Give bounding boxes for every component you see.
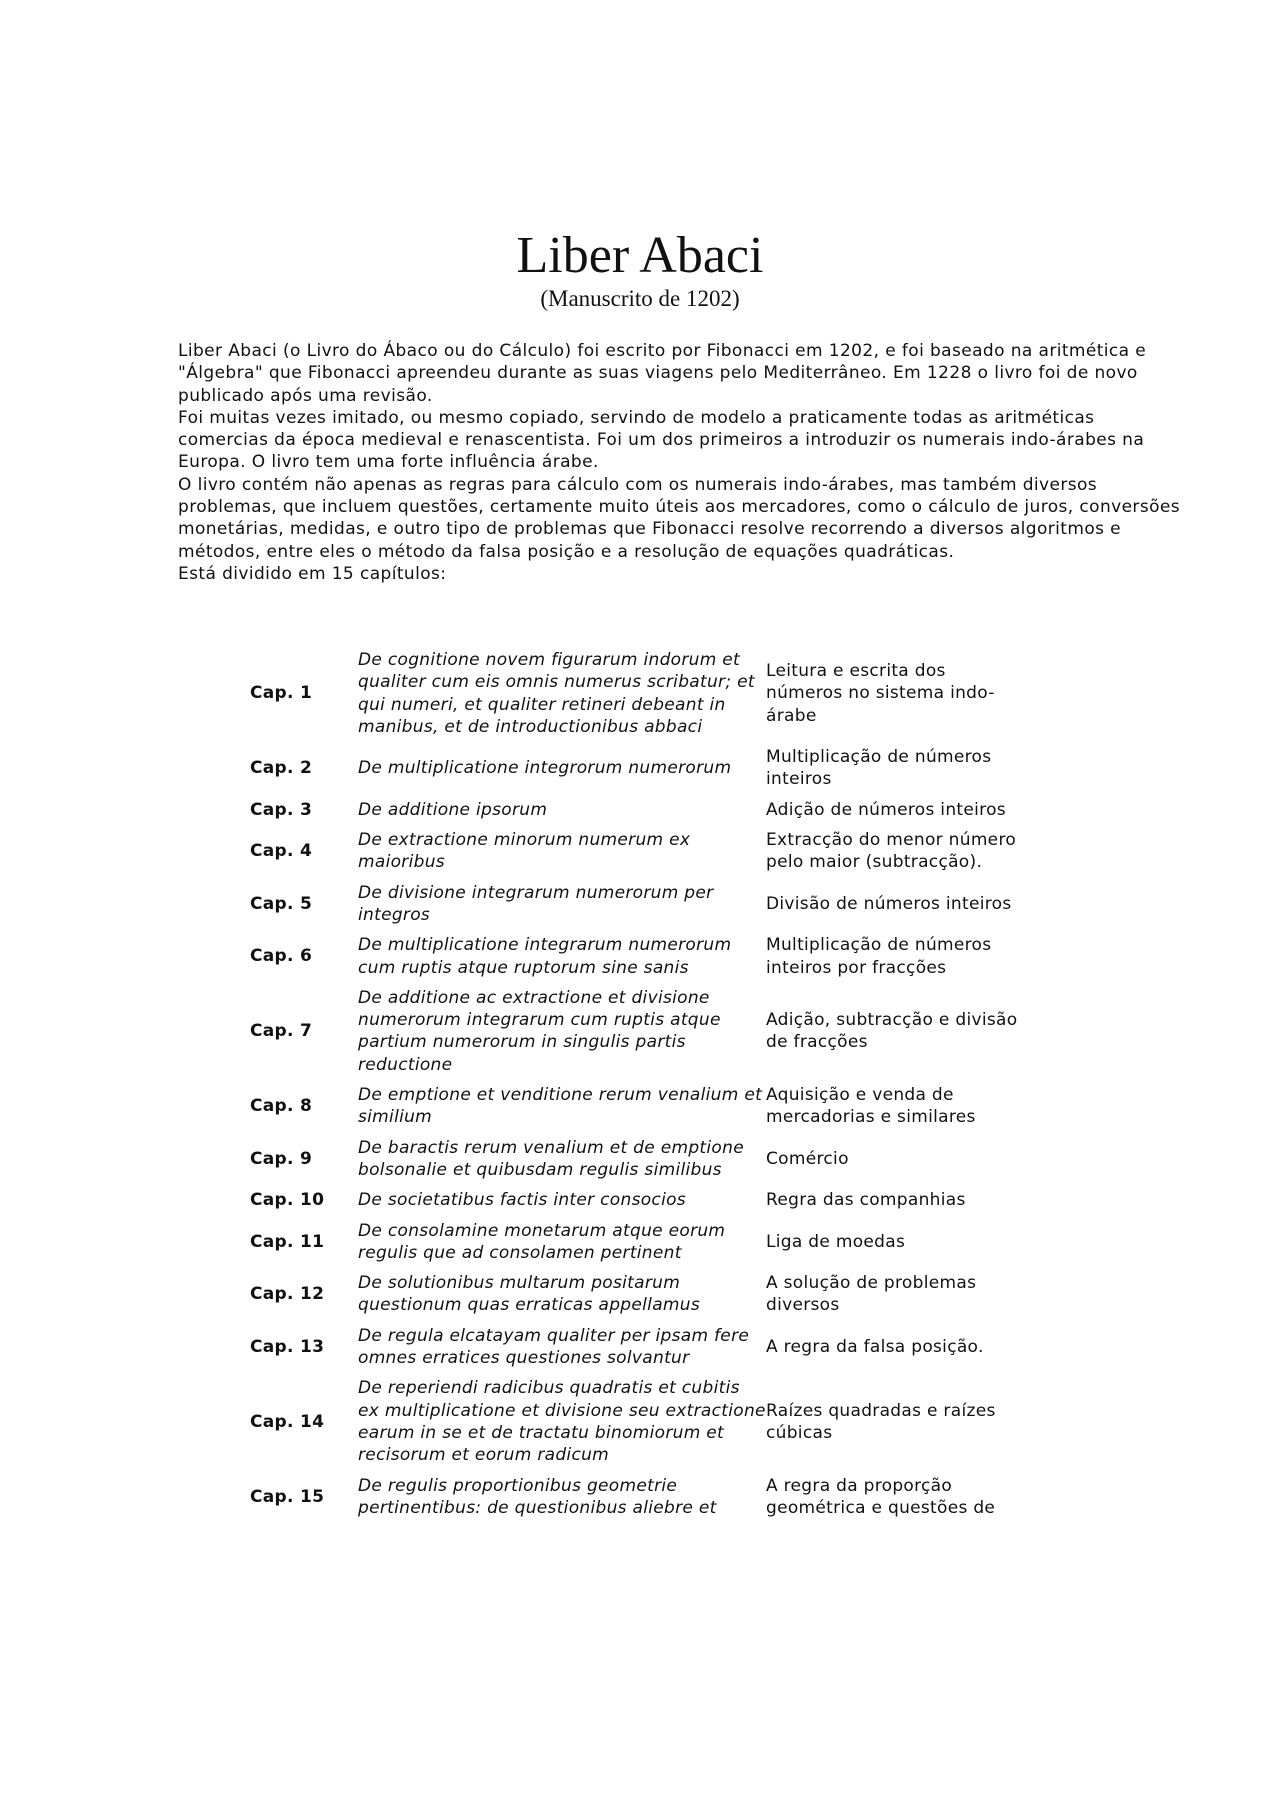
chapter-latin-title: De multiplicatione integrorum numerorum: [358, 758, 732, 779]
chapter-number: Cap. 9: [250, 1148, 313, 1169]
chapter-latin-title: De reperiendi radicibus quadratis et cubitis ex multiplicatione et divisione seu extractione earum in se et de tractatu binomiorum et recisorum et eorum radicum: [358, 1378, 766, 1466]
chapter-number: Cap. 8: [250, 1096, 313, 1117]
chapter-description: Liga de moedas: [766, 1231, 906, 1252]
intro-paragraph: Foi muitas vezes imitado, ou mesmo copiado, servindo de modelo a praticamente todas as aritméticas comercias da época medieval e renascentista. Foi um dos primeiros a introduzir os numerais indo-árabes na Europa. O livro tem uma forte influência árabe.: [178, 407, 1145, 473]
chapter-description: Regra das companhias: [766, 1190, 966, 1211]
chapters-table: [250, 646, 1026, 1524]
chapter-number: Cap. 12: [250, 1284, 325, 1305]
chapter-description: Adição, subtracção e divisão de fracções: [766, 1010, 1018, 1053]
chapter-latin-title: De cognitione novem figurarum indorum et qualiter cum eis omnis numerus scribatur; et qui numeri, et qualiter retineri debeant in manibus, et de introductionibus abbaci: [358, 650, 755, 737]
chapter-latin-title: De consolamine monetarum atque eorum regulis que ad consolamen pertinent: [358, 1220, 726, 1263]
intro-paragraph: Liber Abaci (o Livro do Ábaco ou do Cálculo) foi escrito por Fibonacci em 1202, e foi baseado na aritmética e "Álgebra" que Fibonacci apreendeu durante as suas viagens pelo Mediterrâneo. Em 1228 o livro foi de novo publicado após uma revisão.: [178, 341, 1147, 406]
chapter-latin-title: De multiplicatione integrarum numerorum cum ruptis atque ruptorum sine sanis: [358, 935, 732, 978]
intro-text: [178, 340, 1188, 585]
table-row: [250, 931, 1026, 984]
chapter-number: Cap. 2: [250, 758, 313, 779]
chapter-number: Cap. 5: [250, 893, 313, 914]
intro-paragraph: O livro contém não apenas as regras para cálculo com os numerais indo-árabes, mas também diversos problemas, que incluem questões, certamente muito úteis aos mercadores, como o cálculo de juros, conversões monetárias, medidas, e outro tipo de problemas que Fibonacci resolve recorrendo a diversos algoritmos e métodos, entre eles o método da falsa posição e a resolução de equações quadráticas.: [178, 474, 1180, 562]
chapter-number: Cap. 1: [250, 683, 313, 704]
table-row: [250, 1472, 1026, 1525]
table-row: [250, 1186, 1026, 1216]
chapter-description: Multiplicação de números inteiros por fracções: [766, 935, 992, 978]
chapter-description: A solução de problemas diversos: [766, 1273, 977, 1316]
chapter-latin-title: De societatibus factis inter consocios: [358, 1190, 686, 1211]
chapter-description: Aquisição e venda de mercadorias e similares: [766, 1085, 976, 1128]
chapter-description: Comércio: [766, 1148, 849, 1169]
chapter-number: Cap. 6: [250, 946, 313, 967]
chapter-latin-title: De emptione et venditione rerum venalium et similium: [358, 1085, 763, 1128]
chapter-number: Cap. 14: [250, 1411, 325, 1432]
chapter-number: Cap. 11: [250, 1231, 325, 1252]
chapter-number: Cap. 7: [250, 1021, 313, 1042]
chapter-description: A regra da proporção geométrica e questões de: [766, 1475, 996, 1518]
chapter-latin-title: De solutionibus multarum positarum questionum quas erraticas appellamus: [358, 1273, 701, 1316]
chapter-description: Adição de números inteiros: [766, 799, 1006, 820]
table-row: [250, 1217, 1026, 1270]
table-row: [250, 1134, 1026, 1187]
chapter-number: Cap. 3: [250, 799, 313, 820]
chapter-latin-title: De additione ipsorum: [358, 799, 548, 820]
chapter-description: Divisão de números inteiros: [766, 893, 1012, 914]
table-row: [250, 646, 1026, 743]
chapter-description: Multiplicação de números inteiros: [766, 747, 992, 790]
chapter-latin-title: De regulis proportionibus geometrie pertinentibus: de questionibus aliebre et: [358, 1475, 717, 1518]
chapter-latin-title: De baractis rerum venalium et de emptione bolsonalie et quibusdam regulis similibus: [358, 1137, 744, 1180]
chapter-description: Leitura e escrita dos números no sistema indo-árabe: [766, 661, 995, 726]
chapter-number: Cap. 15: [250, 1486, 325, 1507]
page-subtitle: (Manuscrito de 1202): [540, 286, 740, 311]
intro-paragraph: Está dividido em 15 capítulos:: [178, 563, 447, 584]
table-row: [250, 1081, 1026, 1134]
chapter-latin-title: De extractione minorum numerum ex maioribus: [358, 830, 691, 873]
chapter-description: A regra da falsa posição.: [766, 1336, 984, 1357]
table-row: [250, 1269, 1026, 1322]
chapter-description: Extracção do menor número pelo maior (subtracção).: [766, 830, 1017, 873]
chapter-description: Raízes quadradas e raízes cúbicas: [766, 1400, 996, 1443]
table-row: [250, 1322, 1026, 1375]
chapter-latin-title: De divisione integrarum numerorum per integros: [358, 882, 714, 925]
chapter-latin-title: De regula elcatayam qualiter per ipsam fere omnes erratices questiones solvantur: [358, 1325, 750, 1369]
chapter-number: Cap. 13: [250, 1336, 325, 1357]
table-row: [250, 1374, 1026, 1471]
chapter-number: Cap. 10: [250, 1190, 325, 1211]
table-row: [250, 743, 1026, 796]
table-row: [250, 879, 1026, 932]
chapter-number: Cap. 4: [250, 841, 313, 862]
table-row: [250, 984, 1026, 1081]
table-row: [250, 796, 1026, 826]
chapter-latin-title: De additione ac extractione et divisione numerorum integrarum cum ruptis atque partium numerorum in singulis partis reductione: [358, 987, 721, 1075]
page-title: Liber Abaci: [516, 227, 764, 284]
table-row: [250, 826, 1026, 879]
